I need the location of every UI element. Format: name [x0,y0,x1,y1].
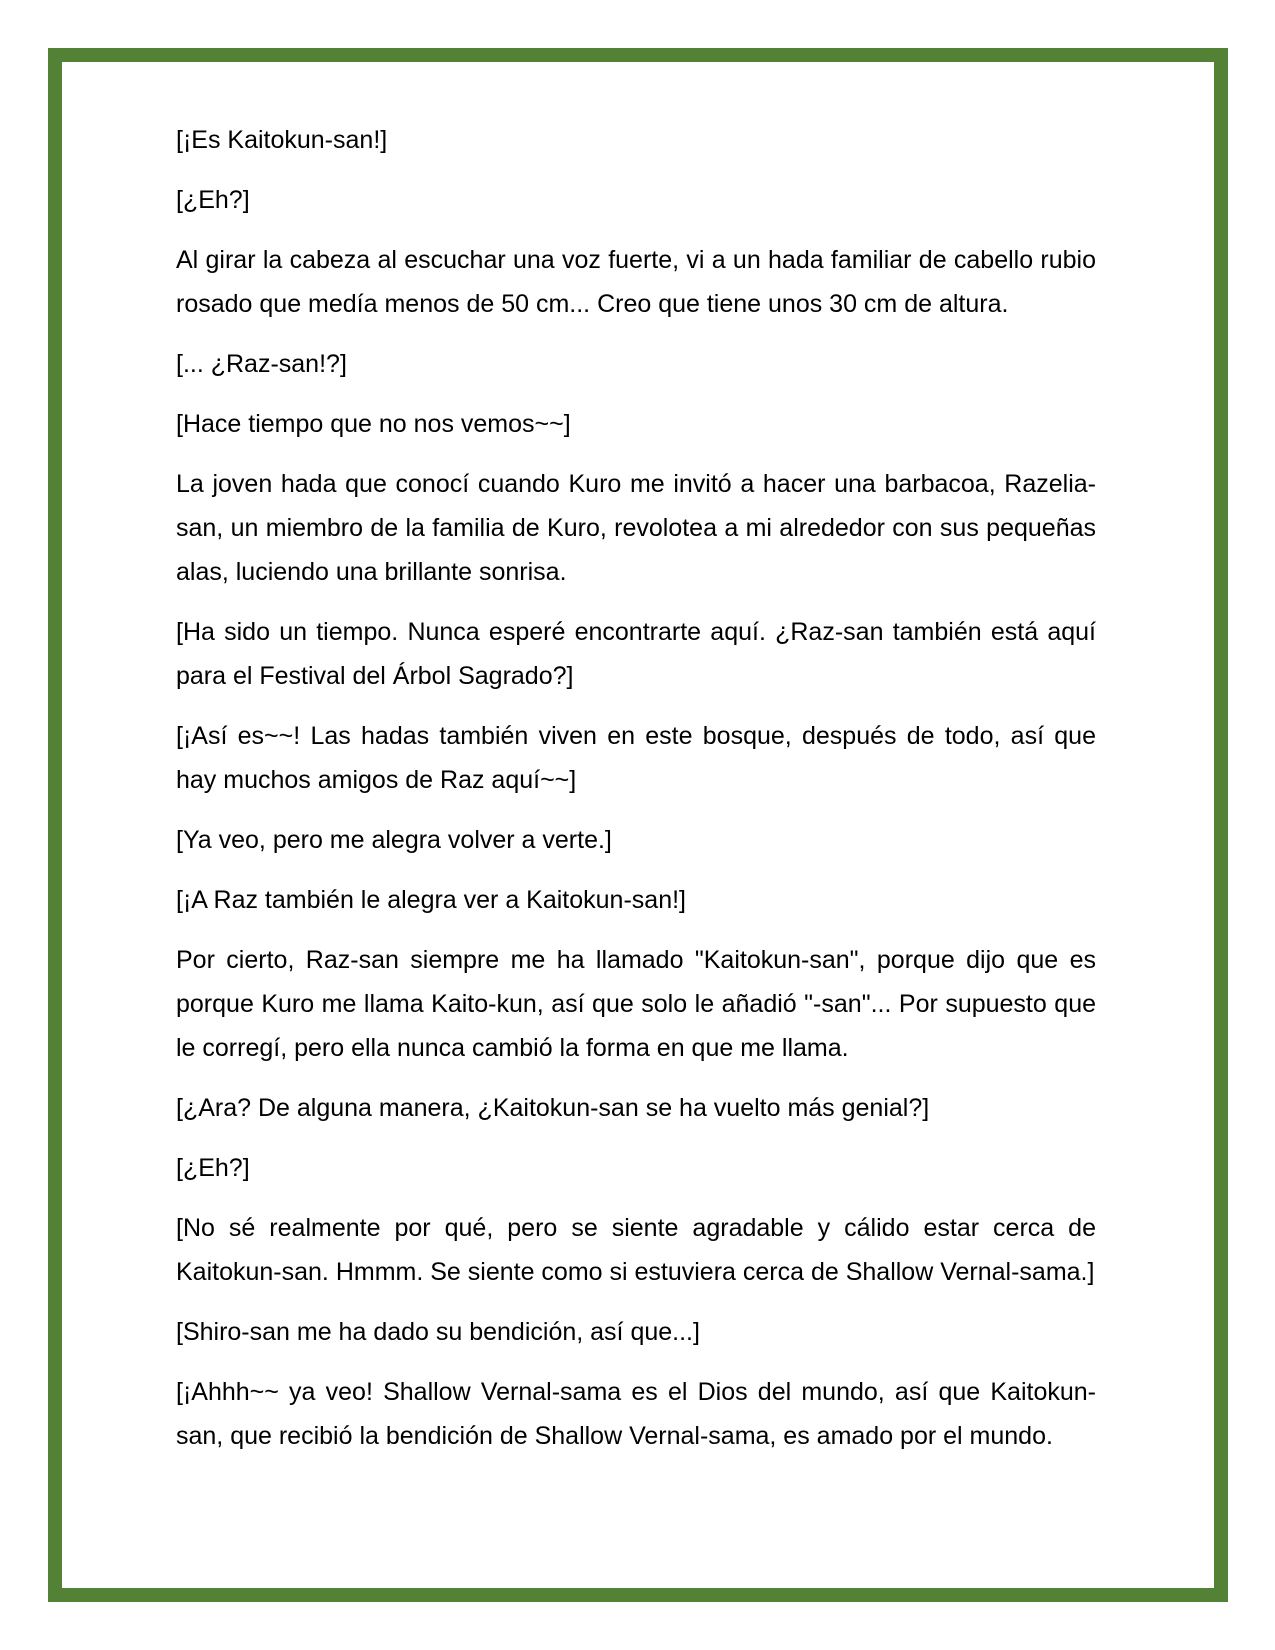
document-body [176,118,1096,1474]
paragraph: [¡Es Kaitokun-san!] [176,126,388,154]
paragraph: [Hace tiempo que no nos vemos~~] [176,410,571,438]
paragraph: [... ¿Raz-san!?] [176,350,347,378]
paragraph: Al girar la cabeza al escuchar una voz fuerte, vi a un hada familiar de cabello rubio rosado que medía menos de 50 cm... Creo que tiene unos 30 cm de altura. [176,246,1096,318]
paragraph: [¡Ahhh~~ ya veo! Shallow Vernal-sama es el Dios del mundo, así que Kaitokun-san, que recibió la bendición de Shallow Vernal-sama, es amado por el mundo. [176,1378,1096,1450]
paragraph: [¿Eh?] [176,1154,250,1182]
paragraph: [¿Ara? De alguna manera, ¿Kaitokun-san se ha vuelto más genial?] [176,1094,930,1122]
paragraph: [Ya veo, pero me alegra volver a verte.] [176,826,612,854]
paragraph: [Shiro-san me ha dado su bendición, así que...] [176,1318,700,1346]
paragraph: [¡A Raz también le alegra ver a Kaitokun-san!] [176,886,686,914]
paragraph: [No sé realmente por qué, pero se siente agradable y cálido estar cerca de Kaitokun-san. Hmmm. Se siente como si estuviera cerca de Shallow Vernal-sama.] [176,1214,1096,1286]
paragraph: Por cierto, Raz-san siempre me ha llamado "Kaitokun-san", porque dijo que es porque Kuro me llama Kaito-kun, así que solo le añadió "-san"... Por supuesto que le corregí, pero ella nunca cambió la forma en que me llama. [176,946,1096,1062]
paragraph: [¿Eh?] [176,186,250,214]
paragraph: [Ha sido un tiempo. Nunca esperé encontrarte aquí. ¿Raz-san también está aquí para el Festival del Árbol Sagrado?] [176,618,1096,690]
paragraph: [¡Así es~~! Las hadas también viven en este bosque, después de todo, así que hay muchos amigos de Raz aquí~~] [176,722,1096,794]
paragraph: La joven hada que conocí cuando Kuro me invitó a hacer una barbacoa, Razelia-san, un miembro de la familia de Kuro, revolotea a mi alrededor con sus pequeñas alas, luciendo una brillante sonrisa. [176,470,1096,586]
